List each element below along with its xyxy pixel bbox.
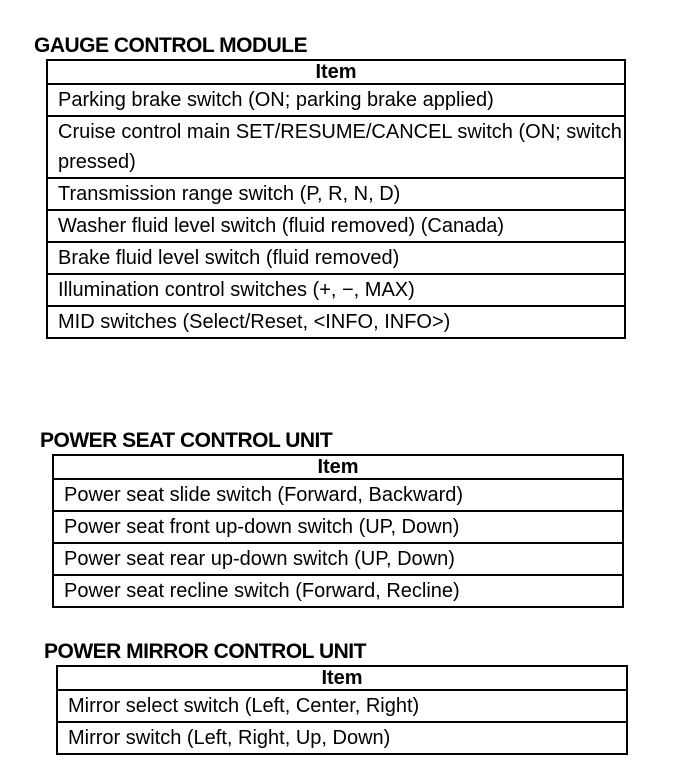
table-header-row (47, 60, 625, 84)
item-column-header: Item (57, 666, 627, 690)
table-header-row (57, 666, 627, 690)
table-row (47, 242, 625, 274)
table-cell: Power seat recline switch (Forward, Recline) (53, 575, 623, 607)
table-header-row (53, 455, 623, 479)
power-seat-control-unit-section (40, 430, 624, 608)
table-cell: MID switches (Select/Reset, <INFO, INFO>) (47, 306, 625, 338)
table-cell: Mirror switch (Left, Right, Up, Down) (57, 722, 627, 754)
power-seat-control-unit-table (52, 454, 624, 608)
power-mirror-control-unit-section (44, 641, 628, 755)
table-row (47, 306, 625, 338)
table-cell: Parking brake switch (ON; parking brake applied) (47, 84, 625, 116)
power-seat-control-unit-title: POWER SEAT CONTROL UNIT (40, 429, 333, 452)
table-row (57, 722, 627, 754)
table-cell: Brake fluid level switch (fluid removed) (47, 242, 625, 274)
table-row (47, 84, 625, 116)
table-row (53, 479, 623, 511)
power-mirror-control-unit-title: POWER MIRROR CONTROL UNIT (44, 640, 366, 663)
item-column-header: Item (53, 455, 623, 479)
table-row (47, 274, 625, 306)
table-cell: Power seat front up-down switch (UP, Down) (53, 511, 623, 543)
table-cell: Transmission range switch (P, R, N, D) (47, 178, 625, 210)
table-row (47, 116, 625, 178)
table-row (53, 543, 623, 575)
table-cell: Washer fluid level switch (fluid removed) (Canada) (47, 210, 625, 242)
table-row (53, 575, 623, 607)
table-cell: Power seat rear up-down switch (UP, Down) (53, 543, 623, 575)
table-row (53, 511, 623, 543)
table-row (47, 210, 625, 242)
table-cell: Mirror select switch (Left, Center, Right) (57, 690, 627, 722)
table-cell: Power seat slide switch (Forward, Backward) (53, 479, 623, 511)
gauge-control-module-section (34, 35, 626, 339)
table-cell: Illumination control switches (+, −, MAX) (47, 274, 625, 306)
item-column-header: Item (47, 60, 625, 84)
gauge-control-module-table (46, 59, 626, 339)
gauge-control-module-title: GAUGE CONTROL MODULE (34, 34, 308, 57)
table-row (47, 178, 625, 210)
table-cell: Cruise control main SET/RESUME/CANCEL switch (ON; switch pressed) (47, 116, 625, 178)
power-mirror-control-unit-table (56, 665, 628, 755)
table-row (57, 690, 627, 722)
